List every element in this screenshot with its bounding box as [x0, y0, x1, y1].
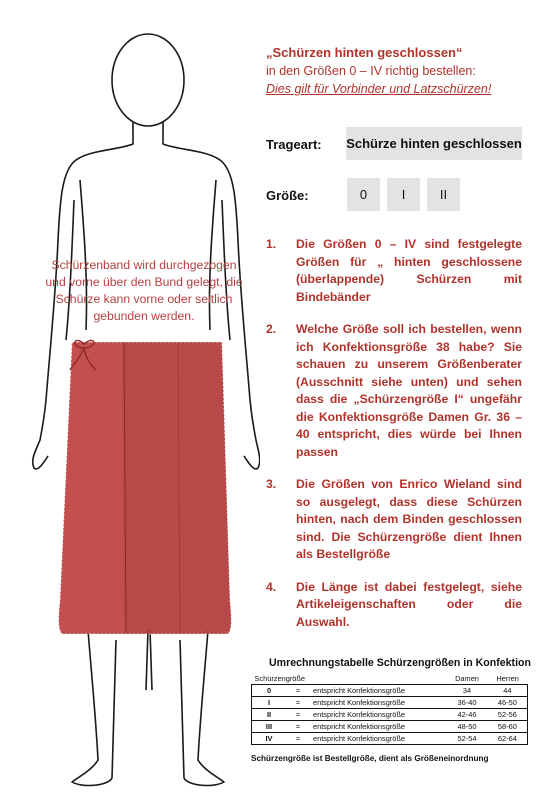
info-number: 4.	[266, 579, 277, 594]
table-header: Damen	[446, 673, 487, 685]
info-item	[262, 236, 522, 306]
info-text: Welche Größe soll ich bestellen, wenn ich Konfektionsgröße 38 habe? Sie schauen zu unserem Größenberater (Ausschnitt siehe unten) und sehen dass die „Schürzengröße I“ ungefähr die Konfektionsgröße Damen Gr. 36 – 40 entspricht, dies würde bei Ihnen passen	[296, 322, 522, 459]
heading-title: „Schürzen hinten geschlossen“	[266, 45, 463, 60]
size-option-ii[interactable]: II	[427, 178, 460, 211]
table-cell: =	[286, 685, 310, 697]
info-number: 2.	[266, 322, 277, 336]
table-header: Herren	[488, 673, 528, 685]
info-number: 1.	[266, 237, 277, 251]
table-row	[252, 721, 528, 733]
info-number: 3.	[266, 477, 277, 491]
table-cell: =	[286, 721, 310, 733]
table-cell: IV	[252, 733, 287, 745]
trageart-label: Trageart:	[266, 137, 322, 152]
table-cell: 44	[488, 685, 528, 697]
size-option-0[interactable]: 0	[347, 178, 380, 211]
table-cell: entspricht Konfektionsgröße	[310, 733, 446, 745]
info-text: Die Länge ist dabei festgelegt, siehe Artikeleigenschaften oder die Auswahl.	[296, 579, 522, 629]
table-header-row	[252, 673, 528, 685]
table-cell: 36-40	[446, 697, 487, 709]
table-cell: entspricht Konfektionsgröße	[310, 697, 446, 709]
conversion-table	[251, 673, 528, 745]
groesse-label: Größe:	[266, 188, 309, 203]
table-row	[252, 733, 528, 745]
table-cell: entspricht Konfektionsgröße	[310, 721, 446, 733]
table-row	[252, 709, 528, 721]
table-cell: 42-46	[446, 709, 487, 721]
info-text: Die Größen von Enrico Wieland sind so ausgelegt, dass diese Schürzen hinten, nach dem Binden geschlossen sind. Die Schürzengröße dient Ihnen als Bestellgröße	[296, 477, 522, 561]
table-cell: 52-56	[488, 709, 528, 721]
info-text: Die Größen 0 – IV sind festgelegte Größen für „ hinten geschlossene (überlappende) Schürzen mit Bindebänder	[296, 237, 522, 304]
info-item	[262, 476, 522, 564]
table-cell: 46-50	[488, 697, 528, 709]
info-item	[262, 579, 522, 632]
size-option-i[interactable]: I	[387, 178, 420, 211]
figure-note: Schürzenband wird durchgezogen und vorne über den Bund gelegt, die Schürze kann vorne oder seitlich gebunden werden.	[45, 258, 243, 323]
table-row	[252, 697, 528, 709]
table-cell: II	[252, 709, 287, 721]
table-cell: =	[286, 709, 310, 721]
table-cell: 34	[446, 685, 487, 697]
table-cell: entspricht Konfektionsgröße	[310, 685, 446, 697]
table-footer: Schürzengröße ist Bestellgröße, dient als Größeneinordnung	[251, 754, 489, 763]
table-cell: =	[286, 697, 310, 709]
info-list	[262, 236, 522, 646]
heading-block	[266, 44, 550, 98]
table-cell: 58-60	[488, 721, 528, 733]
info-item	[262, 321, 522, 461]
heading-note: Dies gilt für Vorbinder und Latzschürzen!	[266, 82, 492, 96]
table-cell: III	[252, 721, 287, 733]
table-cell: I	[252, 697, 287, 709]
table-cell: =	[286, 733, 310, 745]
body-silhouette	[0, 0, 260, 800]
table-header: Schürzengröße	[252, 673, 447, 685]
table-row	[252, 685, 528, 697]
table-cell: 48-50	[446, 721, 487, 733]
table-cell: 52-54	[446, 733, 487, 745]
trageart-option[interactable]: Schürze hinten geschlossen	[346, 127, 522, 160]
table-title: Umrechnungstabelle Schürzengrößen in Konfektion	[269, 657, 531, 669]
figure-illustration	[0, 0, 260, 800]
heading-subtitle: in den Größen 0 – IV richtig bestellen:	[266, 64, 476, 78]
table-cell: 0	[252, 685, 287, 697]
table-cell: entspricht Konfektionsgröße	[310, 709, 446, 721]
table-cell: 62-64	[488, 733, 528, 745]
